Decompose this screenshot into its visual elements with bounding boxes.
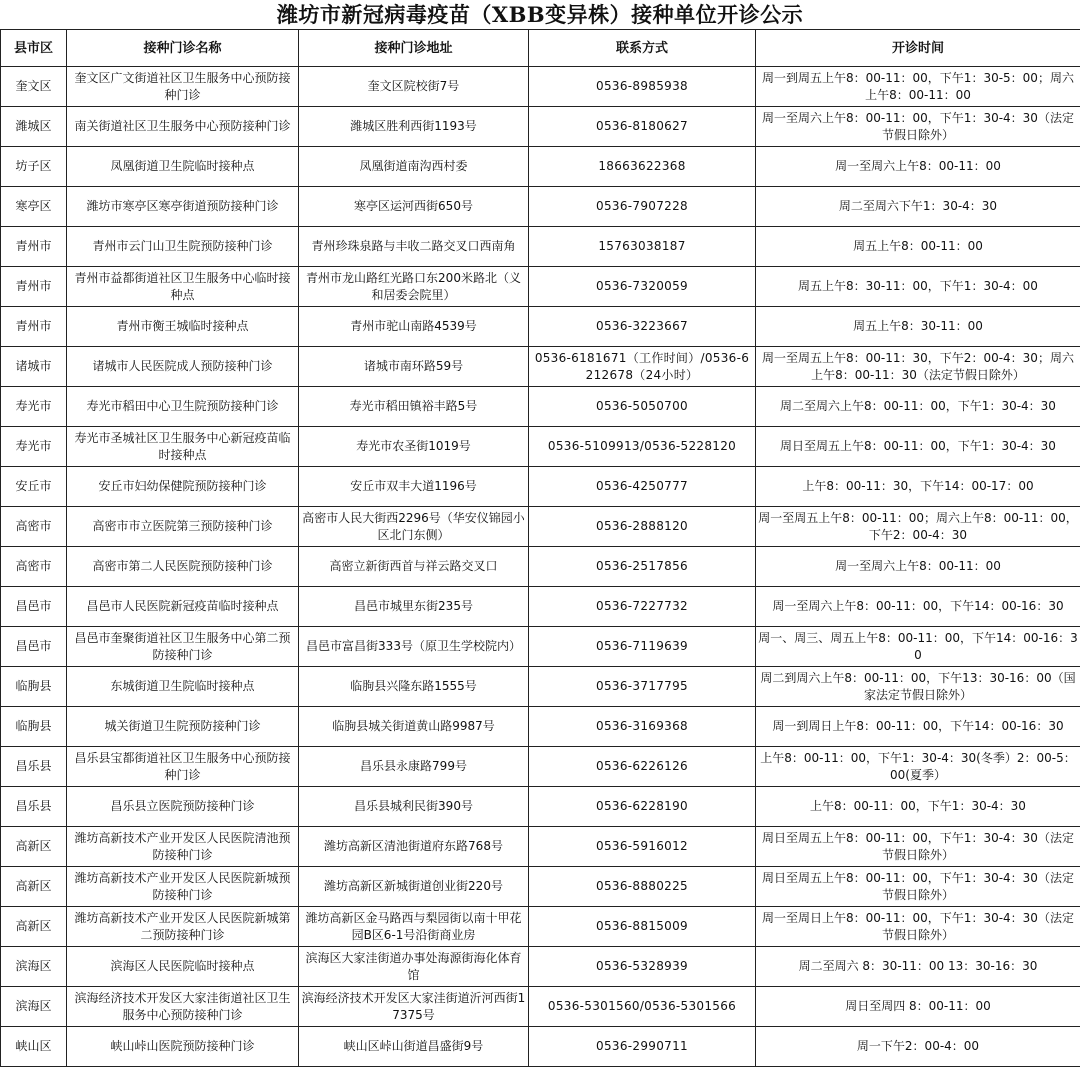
cell-opening-hours: 周五上午8：00-11：00: [756, 227, 1080, 267]
table-row: [1, 67, 1080, 107]
cell-contact-phone: 0536-5301560/0536-5301566: [529, 987, 756, 1027]
cell-clinic-address: 潍坊高新区新城街道创业街220号: [299, 867, 529, 907]
cell-district: 诸城市: [1, 347, 67, 387]
cell-clinic-name: 诸城市人民医院成人预防接种门诊: [67, 347, 299, 387]
cell-opening-hours: 周日至周四 8：00-11：00: [756, 987, 1080, 1027]
cell-clinic-address: 青州市驼山南路4539号: [299, 307, 529, 347]
cell-opening-hours: 周一至周六上午8：00-11：00: [756, 147, 1080, 187]
table-row: [1, 587, 1080, 627]
table-row: [1, 667, 1080, 707]
cell-clinic-address: 诸城市南环路59号: [299, 347, 529, 387]
cell-district: 高密市: [1, 547, 67, 587]
header-clinic-address: 接种门诊地址: [299, 30, 529, 67]
cell-clinic-name: 滨海区人民医院临时接种点: [67, 947, 299, 987]
header-clinic-name: 接种门诊名称: [67, 30, 299, 67]
cell-opening-hours: 周日至周五上午8：00-11：00，下午1：30-4：30: [756, 427, 1080, 467]
cell-clinic-address: 奎文区院校街7号: [299, 67, 529, 107]
table-row: [1, 547, 1080, 587]
cell-opening-hours: 周一至周日上午8：00-11：00，下午1：30-4：30（法定节假日除外）: [756, 907, 1080, 947]
cell-contact-phone: 18663622368: [529, 147, 756, 187]
cell-district: 峡山区: [1, 1027, 67, 1067]
table-row: [1, 947, 1080, 987]
cell-district: 青州市: [1, 267, 67, 307]
table-header-row: [1, 30, 1080, 67]
table-row: [1, 507, 1080, 547]
cell-contact-phone: 0536-8880225: [529, 867, 756, 907]
cell-clinic-address: 凤凰街道南沟西村委: [299, 147, 529, 187]
cell-opening-hours: 周二至周六上午8：00-11：00，下午1：30-4：30: [756, 387, 1080, 427]
cell-clinic-address: 临朐县城关街道黄山路9987号: [299, 707, 529, 747]
cell-district: 昌乐县: [1, 747, 67, 787]
cell-district: 寿光市: [1, 427, 67, 467]
cell-district: 昌邑市: [1, 627, 67, 667]
cell-contact-phone: 0536-3223667: [529, 307, 756, 347]
cell-district: 高新区: [1, 827, 67, 867]
cell-opening-hours: 周一到周日上午8：00-11：00，下午14：00-16：30: [756, 707, 1080, 747]
cell-clinic-address: 寿光市农圣街1019号: [299, 427, 529, 467]
cell-clinic-address: 安丘市双丰大道1196号: [299, 467, 529, 507]
table-row: [1, 627, 1080, 667]
cell-opening-hours: 周一至周六上午8：00-11：00，下午14：00-16：30: [756, 587, 1080, 627]
cell-clinic-name: 昌邑市人民医院新冠疫苗临时接种点: [67, 587, 299, 627]
cell-opening-hours: 周一至周六上午8：00-11：00，下午1：30-4：30（法定节假日除外）: [756, 107, 1080, 147]
cell-district: 坊子区: [1, 147, 67, 187]
cell-clinic-name: 高密市第二人民医院预防接种门诊: [67, 547, 299, 587]
cell-contact-phone: 0536-5109913/0536-5228120: [529, 427, 756, 467]
cell-district: 滨海区: [1, 947, 67, 987]
table-row: [1, 387, 1080, 427]
cell-clinic-address: 滨海区大家洼街道办事处海源街海化体育馆: [299, 947, 529, 987]
cell-clinic-address: 滨海经济技术开发区大家洼街道沂河西街17375号: [299, 987, 529, 1027]
cell-contact-phone: 0536-2517856: [529, 547, 756, 587]
cell-contact-phone: 15763038187: [529, 227, 756, 267]
table-row: [1, 867, 1080, 907]
cell-opening-hours: 周一到周五上午8：00-11：00，下午1：30-5：00；周六上午8：00-11：00: [756, 67, 1080, 107]
cell-opening-hours: 周五上午8：30-11：00，下午1：30-4：00: [756, 267, 1080, 307]
cell-opening-hours: 上午8：00-11：00，下午1：30-4：30: [756, 787, 1080, 827]
cell-district: 昌邑市: [1, 587, 67, 627]
cell-district: 寒亭区: [1, 187, 67, 227]
cell-clinic-address: 青州市龙山路红光路口东200米路北（义和居委会院里）: [299, 267, 529, 307]
cell-clinic-address: 昌邑市富昌街333号（原卫生学校院内）: [299, 627, 529, 667]
cell-district: 青州市: [1, 307, 67, 347]
table-row: [1, 467, 1080, 507]
cell-clinic-name: 青州市云门山卫生院预防接种门诊: [67, 227, 299, 267]
cell-district: 高新区: [1, 867, 67, 907]
cell-contact-phone: 0536-2888120: [529, 507, 756, 547]
table-row: [1, 187, 1080, 227]
cell-district: 奎文区: [1, 67, 67, 107]
cell-clinic-name: 潍坊高新技术产业开发区人民医院新城第二预防接种门诊: [67, 907, 299, 947]
table-row: [1, 747, 1080, 787]
cell-clinic-name: 昌乐县立医院预防接种门诊: [67, 787, 299, 827]
cell-clinic-name: 峡山峠山医院预防接种门诊: [67, 1027, 299, 1067]
cell-contact-phone: 0536-6226126: [529, 747, 756, 787]
cell-district: 临朐县: [1, 667, 67, 707]
cell-opening-hours: 周一、周三、周五上午8：00-11：00，下午14：00-16：30: [756, 627, 1080, 667]
cell-contact-phone: 0536-5050700: [529, 387, 756, 427]
cell-clinic-name: 寿光市稻田中心卫生院预防接种门诊: [67, 387, 299, 427]
cell-opening-hours: 周日至周五上午8：00-11：00，下午1：30-4：30（法定节假日除外）: [756, 867, 1080, 907]
cell-clinic-address: 昌邑市城里东街235号: [299, 587, 529, 627]
table-row: [1, 907, 1080, 947]
header-district: 县市区: [1, 30, 67, 67]
cell-opening-hours: 周二至周六下午1：30-4：30: [756, 187, 1080, 227]
cell-contact-phone: 0536-7119639: [529, 627, 756, 667]
cell-opening-hours: 周二至周六 8：30-11：00 13：30-16：30: [756, 947, 1080, 987]
cell-contact-phone: 0536-4250777: [529, 467, 756, 507]
cell-clinic-name: 凤凰街道卫生院临时接种点: [67, 147, 299, 187]
cell-opening-hours: 上午8：00-11：00，下午1：30-4：30(冬季）2：00-5：00(夏季）: [756, 747, 1080, 787]
cell-opening-hours: 周一至周六上午8：00-11：00: [756, 547, 1080, 587]
vaccination-sites-table: [0, 29, 1080, 1067]
table-row: [1, 427, 1080, 467]
cell-clinic-name: 昌乐县宝都街道社区卫生服务中心预防接种门诊: [67, 747, 299, 787]
cell-district: 安丘市: [1, 467, 67, 507]
cell-contact-phone: 0536-5328939: [529, 947, 756, 987]
cell-district: 临朐县: [1, 707, 67, 747]
cell-opening-hours: 周一下午2：00-4：00: [756, 1027, 1080, 1067]
table-row: [1, 707, 1080, 747]
cell-clinic-address: 青州珍珠泉路与丰收二路交叉口西南角: [299, 227, 529, 267]
cell-clinic-address: 潍坊高新区金马路西与梨园街以南十甲花园B区6-1号沿街商业房: [299, 907, 529, 947]
cell-clinic-address: 潍坊高新区清池街道府东路768号: [299, 827, 529, 867]
cell-clinic-address: 昌乐县城利民街390号: [299, 787, 529, 827]
cell-clinic-name: 潍坊高新技术产业开发区人民医院清池预防接种门诊: [67, 827, 299, 867]
table-row: [1, 107, 1080, 147]
cell-clinic-name: 城关街道卫生院预防接种门诊: [67, 707, 299, 747]
cell-clinic-name: 东城街道卫生院临时接种点: [67, 667, 299, 707]
table-row: [1, 227, 1080, 267]
table-row: [1, 267, 1080, 307]
cell-clinic-name: 滨海经济技术开发区大家洼街道社区卫生服务中心预防接种门诊: [67, 987, 299, 1027]
cell-contact-phone: 0536-7320059: [529, 267, 756, 307]
cell-clinic-address: 高密立新街西首与祥云路交叉口: [299, 547, 529, 587]
cell-contact-phone: 0536-8815009: [529, 907, 756, 947]
header-hours: 开诊时间: [756, 30, 1080, 67]
table-row: [1, 987, 1080, 1027]
cell-clinic-address: 峡山区峠山街道昌盛街9号: [299, 1027, 529, 1067]
cell-clinic-address: 高密市人民大街西2296号（华安仪锦园小区北门东侧）: [299, 507, 529, 547]
cell-opening-hours: 上午8：00-11：30，下午14：00-17：00: [756, 467, 1080, 507]
cell-contact-phone: 0536-7907228: [529, 187, 756, 227]
cell-district: 昌乐县: [1, 787, 67, 827]
cell-contact-phone: 0536-3717795: [529, 667, 756, 707]
cell-opening-hours: 周一至周五上午8：00-11：30，下午2：00-4：30；周六上午8：00-11：30（法定节假日除外）: [756, 347, 1080, 387]
document-title: 潍坊市新冠病毒疫苗（XBB变异株）接种单位开诊公示: [276, 2, 804, 27]
cell-district: 高密市: [1, 507, 67, 547]
cell-clinic-address: 潍城区胜利西街1193号: [299, 107, 529, 147]
table-row: [1, 1027, 1080, 1067]
cell-contact-phone: 0536-8985938: [529, 67, 756, 107]
cell-clinic-address: 昌乐县永康路799号: [299, 747, 529, 787]
cell-clinic-address: 临朐县兴隆东路1555号: [299, 667, 529, 707]
cell-clinic-name: 潍坊高新技术产业开发区人民医院新城预防接种门诊: [67, 867, 299, 907]
cell-clinic-name: 奎文区广文街道社区卫生服务中心预防接种门诊: [67, 67, 299, 107]
table-body: [1, 67, 1080, 1067]
table-row: [1, 147, 1080, 187]
cell-district: 滨海区: [1, 987, 67, 1027]
cell-clinic-address: 寿光市稻田镇裕丰路5号: [299, 387, 529, 427]
cell-district: 潍城区: [1, 107, 67, 147]
table-row: [1, 347, 1080, 387]
cell-clinic-address: 寒亭区运河西街650号: [299, 187, 529, 227]
cell-contact-phone: 0536-7227732: [529, 587, 756, 627]
cell-contact-phone: 0536-6228190: [529, 787, 756, 827]
cell-clinic-name: 高密市市立医院第三预防接种门诊: [67, 507, 299, 547]
cell-district: 寿光市: [1, 387, 67, 427]
cell-contact-phone: 0536-6181671（工作时间）/0536-6212678（24小时）: [529, 347, 756, 387]
cell-clinic-name: 潍坊市寒亭区寒亭街道预防接种门诊: [67, 187, 299, 227]
cell-contact-phone: 0536-5916012: [529, 827, 756, 867]
cell-clinic-name: 青州市益都街道社区卫生服务中心临时接种点: [67, 267, 299, 307]
cell-opening-hours: 周五上午8：30-11：00: [756, 307, 1080, 347]
cell-contact-phone: 0536-3169368: [529, 707, 756, 747]
cell-opening-hours: 周二到周六上午8：00-11：00，下午13：30-16：00（国家法定节假日除外）: [756, 667, 1080, 707]
cell-district: 青州市: [1, 227, 67, 267]
cell-clinic-name: 寿光市圣城社区卫生服务中心新冠疫苗临时接种点: [67, 427, 299, 467]
cell-clinic-name: 南关街道社区卫生服务中心预防接种门诊: [67, 107, 299, 147]
table-row: [1, 827, 1080, 867]
table-row: [1, 787, 1080, 827]
cell-opening-hours: 周一至周五上午8：00-11：00；周六上午8：00-11：00，下午2：00-4：30: [756, 507, 1080, 547]
cell-clinic-name: 青州市衡王城临时接种点: [67, 307, 299, 347]
cell-opening-hours: 周日至周五上午8：00-11：00，下午1：30-4：30（法定节假日除外）: [756, 827, 1080, 867]
header-contact: 联系方式: [529, 30, 756, 67]
cell-contact-phone: 0536-2990711: [529, 1027, 756, 1067]
table-row: [1, 307, 1080, 347]
cell-contact-phone: 0536-8180627: [529, 107, 756, 147]
cell-district: 高新区: [1, 907, 67, 947]
cell-clinic-name: 昌邑市奎聚街道社区卫生服务中心第二预防接种门诊: [67, 627, 299, 667]
cell-clinic-name: 安丘市妇幼保健院预防接种门诊: [67, 467, 299, 507]
